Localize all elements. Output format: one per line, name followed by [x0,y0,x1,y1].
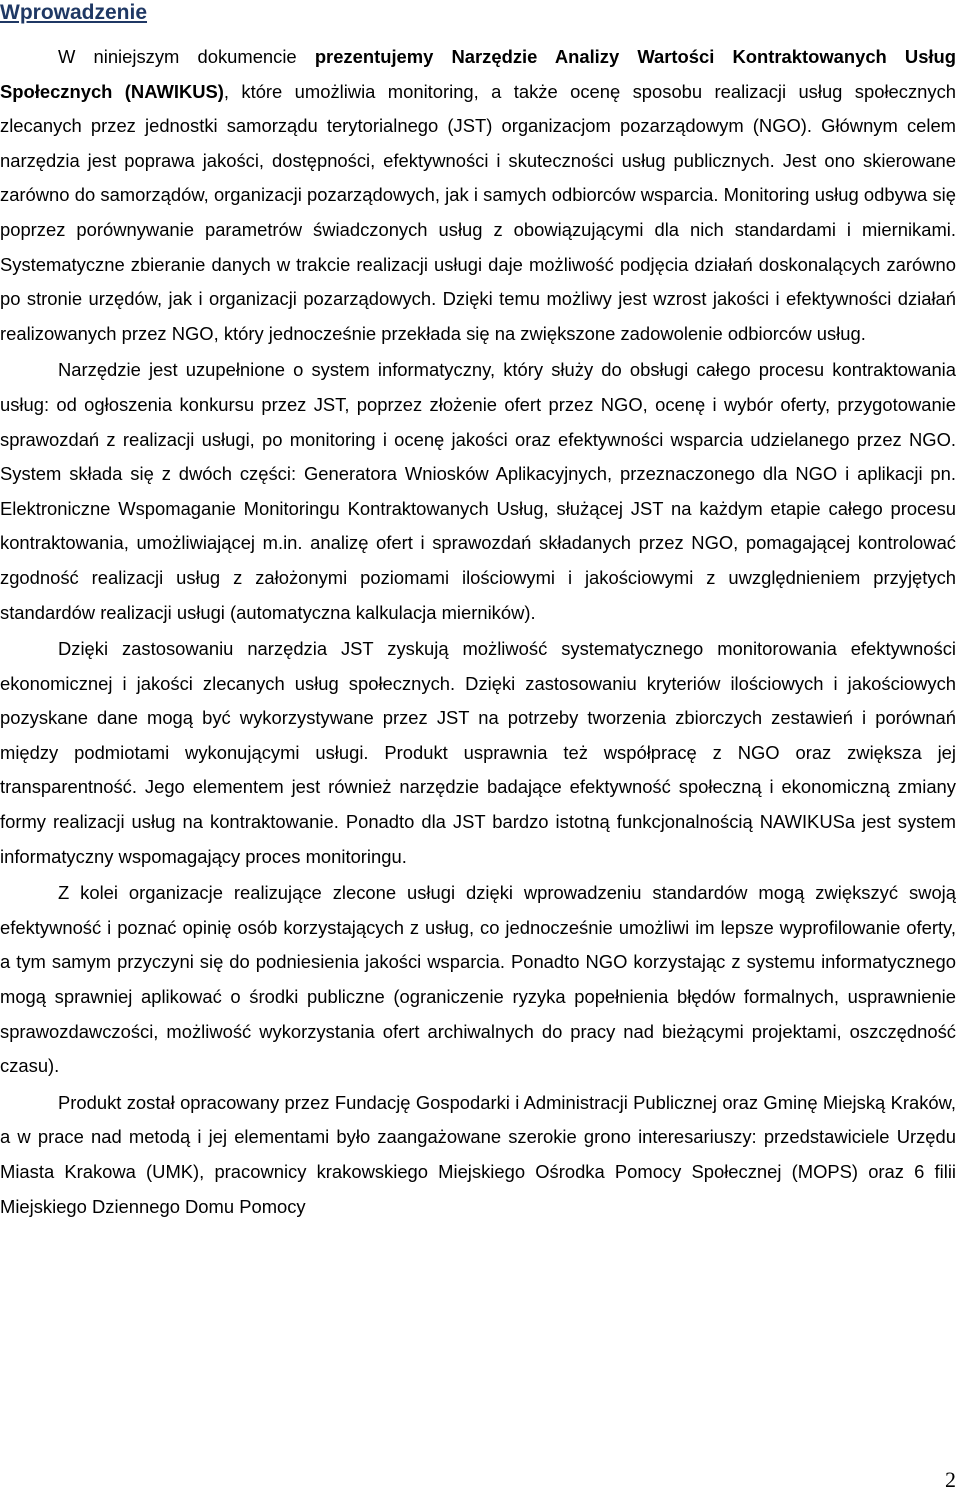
section-heading: Wprowadzenie [0,1,148,24]
page-number: 2 [945,1467,956,1492]
body-text [0,40,956,1226]
paragraph-4: Z kolei organizacje realizujące zlecone usługi dzięki wprowadzeniu standardów mogą zwiększyć swoją efektywność i poznać opinię osób korzystających z usług, co jednocześnie umożliwi im lepsze wyprofilowanie oferty, a tym samym przyczyni się do podniesienia jakości wsparcia. Ponadto NGO korzystając z systemu informatycznego mogą sprawniej aplikować o środki publiczne (ograniczenie ryzyka popełnienia błędów formalnych, usprawnienie sprawozdawczości, możliwość wykorzystania ofert archiwalnych do pracy nad bieżącymi projektami, oszczędność czasu). [0,882,956,1077]
paragraph-3: Dzięki zastosowaniu narzędzia JST zyskują możliwość systematycznego monitorowania efektywności ekonomicznej i jakości zlecanych usług społecznych. Dzięki zastosowaniu kryteriów ilościowych i jakościowych pozyskane dane mogą być wykorzystywane przez JST na potrzeby tworzenia zbiorczych zestawień i porównań między podmiotami wykonującymi usługi. Produkt usprawnia też współpracę z NGO oraz zwiększa jej transparentność. Jego elementem jest również narzędzie badające efektywność społeczną i ekonomiczną zmiany formy realizacji usług na kontraktowanie. Ponadto dla JST bardzo istotną funkcjonalnością NAWIKUSa jest system informatyczny wspomagający proces monitoringu. [0,638,956,867]
paragraph-1-rest: , które umożliwia monitoring, a także ocenę sposobu realizacji usług społecznych zlecanych przez jednostki samorządu terytorialnego (JST) organizacjom pozarządowym (NGO). Głównym celem narzędzia jest poprawa jakości, dostępności, efektywności i skuteczności usług publicznych. Jest ono skierowane zarówno do samorządów, organizacji pozarządowych, jak i samych odbiorców wsparcia. Monitoring usług odbywa się poprzez porównywanie parametrów świadczonych usług z obowiązującymi dla nich standardami i miernikami. Systematyczne zbieranie danych w trakcie realizacji usługi daje możliwość podjęcia działań doskonalących zarówno po stronie urzędów, jak i organizacji pozarządowych. Dzięki temu możliwy jest wzrost jakości i efektywności działań realizowanych przez NGO, który jednocześnie przekłada się na zwiększone zadowolenie odbiorców usług. [0,80,956,344]
paragraph-5: Produkt został opracowany przez Fundację Gospodarki i Administracji Publicznej oraz Gminę Miejską Kraków, a w prace nad metodą i jej elementami było zaangażowane szerokie grono interesariuszy: przedstawiciele Urzędu Miasta Krakowa (UMK), pracownicy krakowskiego Miejskiego Ośrodka Pomocy Społecznej (MOPS) oraz 6 filii Miejskiego Dziennego Domu Pomocy [0,1091,956,1217]
paragraph-2: Narzędzie jest uzupełnione o system informatyczny, który służy do obsługi całego procesu kontraktowania usług: od ogłoszenia konkursu przez JST, poprzez złożenie ofert przez NGO, ocenę i wybór oferty, przygotowanie sprawozdań z realizacji usługi, po monitoring i ocenę jakości oraz efektywności wsparcia udzielanego przez NGO. System składa się z dwóch części: Generatora Wniosków Aplikacyjnych, przeznaczonego dla NGO i aplikacji pn. Elektroniczne Wspomaganie Monitoringu Kontraktowanych Usług, służącej JST na każdym etapie całego procesu kontraktowania, umożliwiającej m.in. analizę ofert i sprawozdań składanych przez NGO, pomagającej kontrolować zgodność realizacji usług z założonymi poziomami ilościowymi i jakościowymi z uwzględnieniem przyjętych standardów realizacji usługi (automatyczna kalkulacja mierników). [0,359,956,623]
paragraph-1 [0,40,956,351]
paragraph-1-intro: W niniejszym dokumencie [58,46,315,67]
paragraph-1-bold: prezentujemy Narzędzie Analizy Wartości Kontraktowanych Usług Społecznych (NAWIKUS) [0,46,957,102]
